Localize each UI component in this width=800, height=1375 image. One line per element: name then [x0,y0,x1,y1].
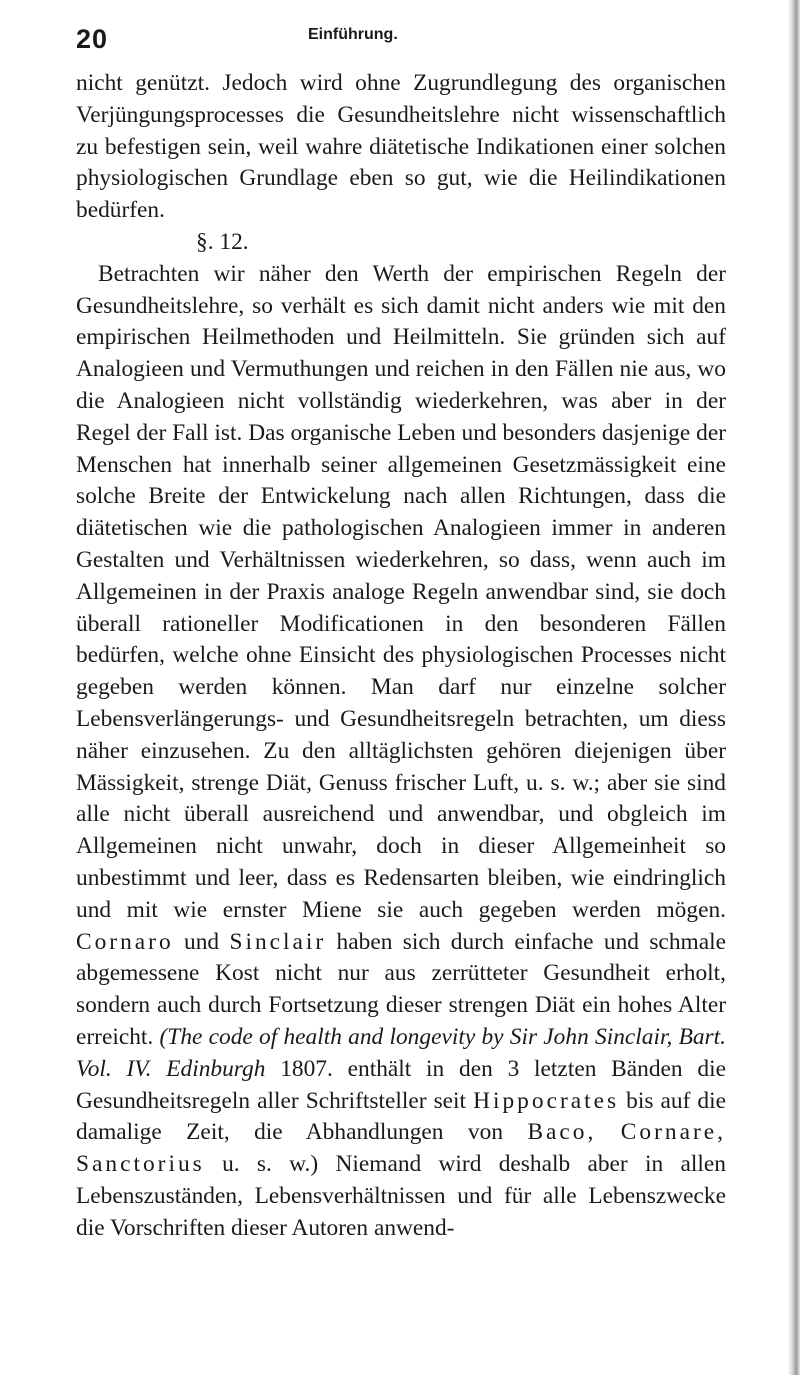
author-name-sinclair: Sinclair [229,928,327,955]
paragraph-2-text-d: 1807. enthält in den 3 letzten Bänden die Gesundheitsregeln aller Schriftsteller seit [76,1055,726,1114]
scan-page-edge [788,0,800,1375]
section-heading: §. 12. [196,228,249,255]
author-name-baco: Baco, [527,1119,597,1146]
author-name-sanctorius: Sanctorius [76,1151,205,1178]
paragraph-1: nicht genützt. Jedoch wird ohne Zugrundlegung des organischen Verjüngungsprocesses die Gesundheitslehre nicht wissenschaftlich zu befestigen sein, weil wahre diätetische Indikationen einer solchen physiologischen Grundlage eben so gut, wie die Heilindikationen bedürfen. [76,70,726,224]
book-page [76,18,726,1244]
author-name-cornare: Cornare, [620,1119,726,1146]
paragraph-2 [76,259,726,1245]
running-title: Einführung. [308,26,398,43]
author-name-hippocrates: Hippocrates [473,1087,620,1114]
author-name-cornaro: Cornaro [76,928,174,955]
paragraph-2-text-a: Betrachten wir näher den Werth der empirischen Regeln der Gesundheitslehre, so verhält es sich damit nicht anders wie mit den empirischen Heilmethoden und Heilmitteln. Sie gründen sich auf Analogieen und Vermuthungen und reichen in den Fällen nie aus, wo die Analogieen nicht vollständig wiederkehren, was aber in der Regel der Fall ist. Das organische Leben und besonders dasjenige der Menschen hat innerhalb seiner allgemeinen Gesetzmässigkeit eine solche Breite der Entwickelung nach allen Richtungen, dass die diätetischen wie die pathologischen Analogieen immer in anderen Gestalten und Verhältnissen wiederkehren, so dass, wenn auch im Allgemeinen in der Praxis analoge Regeln anwendbar sind, sie doch überall rationeller Modificationen in den besonderen Fällen bedürfen, welche ohne Einsicht des physiologischen Processes nicht gegeben werden können. Man darf nur einzelne solcher Lebensverlängerungs- und Gesundheitsregeln betrachten, um diess näher einzusehen. Zu den alltäglichsten gehören diejenigen über Mässigkeit, strenge Diät, Genuss frischer Luft, u. s. w.; aber sie sind alle nicht überall ausreichend und anwendbar, und obgleich im Allgemeinen nicht unwahr, doch in dieser Allgemeinheit so unbestimmt und leer, dass es Redensarten bleiben, wie eindringlich und mit wie ernster Miene sie auch gegeben werden mögen. [76,260,726,923]
paragraph-2-text-b: und [184,928,220,955]
page-number: 20 [76,24,109,54]
body-text [76,68,726,1244]
paragraph-2-text-c: haben sich durch einfache und schmale abgemessene Kost nicht nur aus zerrütteter Gesundheit erholt, sondern auch durch Fortsetzung dieser strengen Diät ein hohes Alter erreicht. [76,928,726,1050]
paragraph-2-text-f: u. s. w.) Niemand wird deshalb aber in allen Lebenszuständen, Lebensverhältnissen und für alle Lebenszwecke die Vorschriften dieser Autoren anwend- [76,1151,726,1241]
citation-title: (The code of health and longevity by Sir John Sinclair, Bart. Vol. IV. Edinburgh [76,1023,726,1082]
paragraph-2-text-e: bis auf die damalige Zeit, die Abhandlungen von [76,1087,726,1146]
running-head [76,18,726,68]
